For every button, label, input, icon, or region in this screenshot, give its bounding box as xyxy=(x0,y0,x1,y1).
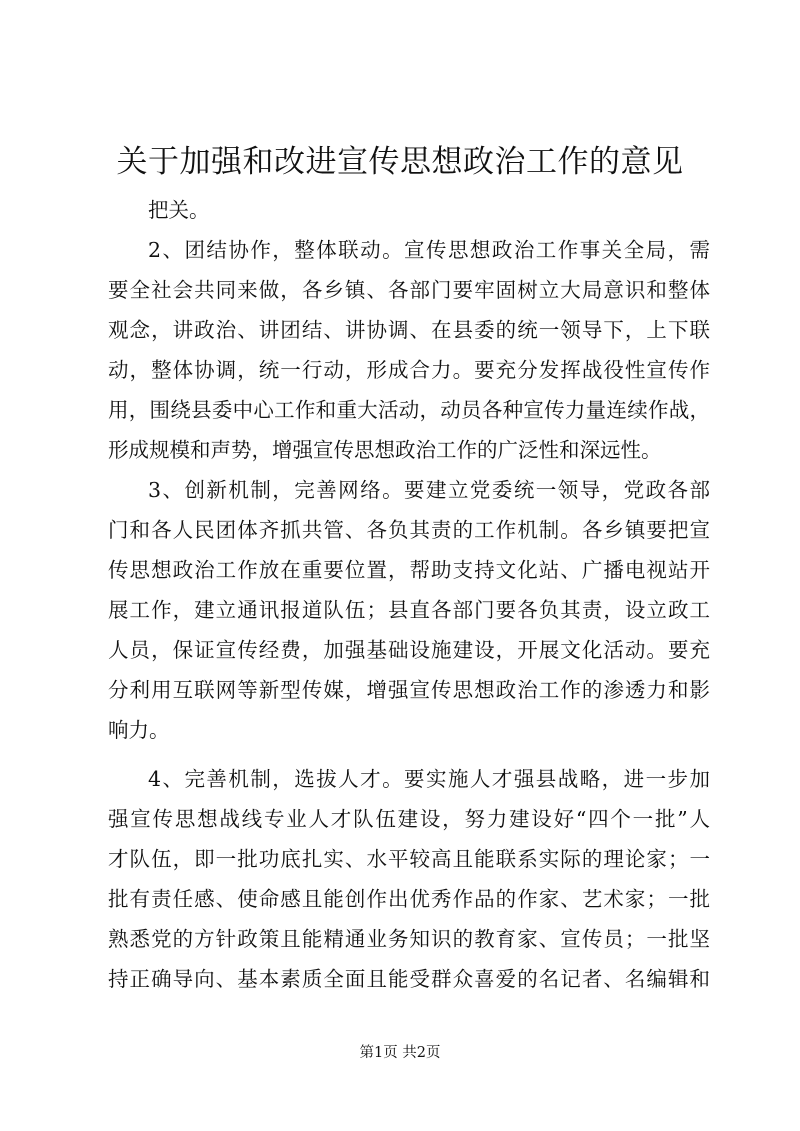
paragraph-line: 熟悉党的方针政策且能精通业务知识的教育家、宣传员；一批坚 xyxy=(108,927,710,951)
paragraph-line: 响力。 xyxy=(108,718,170,742)
paragraph-line: 2、团结协作，整体联动。宣传思想政治工作事关全局，需 xyxy=(148,238,710,262)
paragraph-line: 人员，保证宣传经费，加强基础设施建设，开展文化活动。要充 xyxy=(108,638,710,662)
paragraph-line: 批有责任感、使命感且能创作出优秀作品的作家、艺术家；一批 xyxy=(108,887,710,911)
paragraph-line: 门和各人民团体齐抓共管、各负其责的工作机制。各乡镇要把宣 xyxy=(108,518,710,542)
paragraph-line: 用，围绕县委中心工作和重大活动，动员各种宣传力量连续作战， xyxy=(108,398,710,422)
paragraph-line: 要全社会共同来做，各乡镇、各部门要牢固树立大局意识和整体 xyxy=(108,278,710,302)
paragraph-line: 观念，讲政治、讲团结、讲协调、在县委的统一领导下，上下联 xyxy=(108,318,710,342)
paragraph-line: 展工作，建立通讯报道队伍；县直各部门要各负其责，设立政工 xyxy=(108,598,710,622)
paragraph-line: 传思想政治工作放在重要位置，帮助支持文化站、广播电视站开 xyxy=(108,558,710,582)
paragraph-line: 动，整体协调，统一行动，形成合力。要充分发挥战役性宣传作 xyxy=(108,358,710,382)
paragraph-line: 形成规模和声势，增强宣传思想政治工作的广泛性和深远性。 xyxy=(108,438,662,462)
paragraph-line: 强宣传思想战线专业人才队伍建设，努力建设好“四个一批”人 xyxy=(108,807,710,831)
document-title: 关于加强和改进宣传思想政治工作的意见 xyxy=(116,144,684,180)
paragraph-line: 才队伍，即一批功底扎实、水平较高且能联系实际的理论家；一 xyxy=(108,847,710,871)
paragraph-line: 3、创新机制，完善网络。要建立党委统一领导，党政各部 xyxy=(148,478,710,502)
paragraph-line: 持正确导向、基本素质全面且能受群众喜爱的名记者、名编辑和 xyxy=(108,967,710,991)
page-footer: 第1页 共2页 xyxy=(359,1045,441,1061)
paragraph-line: 4、完善机制，选拔人才。要实施人才强县战略，进一步加 xyxy=(148,767,710,791)
paragraph-line: 分利用互联网等新型传媒，增强宣传思想政治工作的渗透力和影 xyxy=(108,678,710,702)
paragraph-line: 把关。 xyxy=(148,198,210,222)
